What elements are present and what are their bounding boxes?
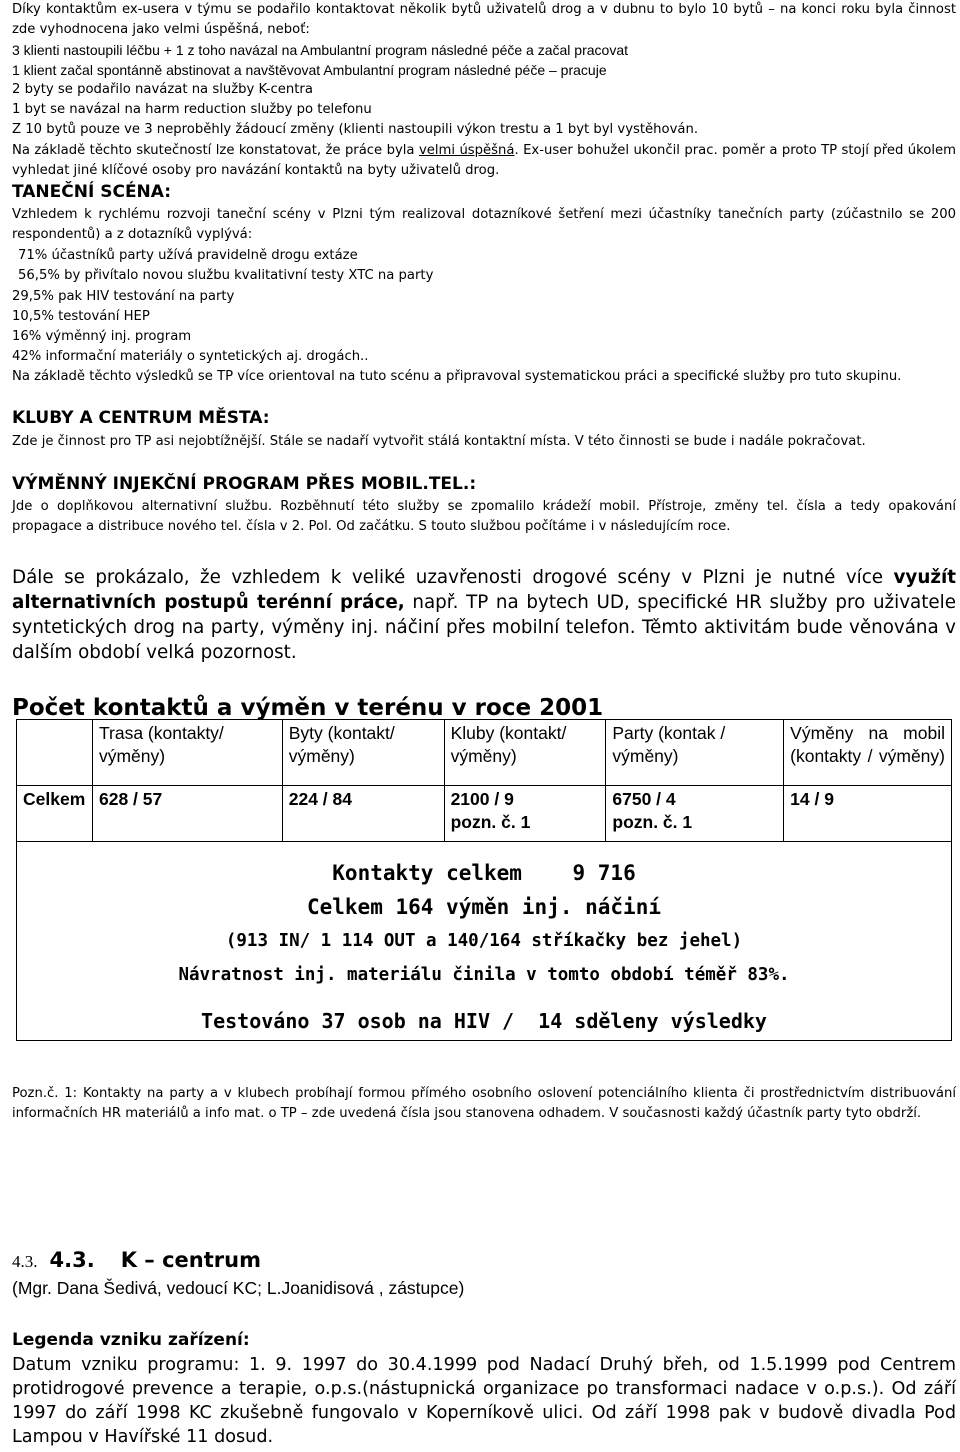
- contacts-table: [16, 719, 952, 1041]
- summary-hiv-tests: Testováno 37 osob na HIV / 14 sděleny výsledky: [201, 1009, 767, 1033]
- section-number: 4.3.: [49, 1248, 95, 1272]
- survey-result: 71% účastníků party užívá pravidelně drogu extáze: [18, 248, 358, 263]
- exchange-paragraph: Jde o doplňkovou alternativní službu. Rozběhnutí této služby se zpomalilo krádeží mobil. Přístroje, změny tel. čísla a tedy opakování propagace a distribuce nového tel. čísla v 2. Pol. Od začátku. S touto službou počítáme i v následujícím roce.: [12, 499, 956, 534]
- table-header-row: [17, 720, 952, 786]
- exchange-heading: VÝMĚNNÝ INJEKČNÍ PROGRAM PŘES MOBIL.TEL.:: [12, 474, 477, 494]
- emphasis-alternative: využít alternativních postupů terénní práce,: [12, 567, 956, 613]
- table-title: Počet kontaktů a výměn v terénu v roce 2001: [12, 695, 604, 721]
- intro-list-item: Z 10 bytů pouze ve 3 neproběhly žádoucí změny (klienti nastoupili výkon trestu a 1 byt byl vystěhován.: [12, 122, 699, 137]
- table-corner-cell: [17, 720, 93, 786]
- emphasis-success: velmi úspěšná: [418, 143, 515, 158]
- survey-result: 56,5% by přivítalo novou službu kvalitativní testy XTC na party: [18, 268, 434, 283]
- section-number-outline: 4.3.: [12, 1252, 38, 1271]
- table-cell: 14 / 9: [784, 786, 952, 842]
- column-header: Byty (kontakt/ výměny): [282, 720, 444, 786]
- table-cell: 6750 / 4 pozn. č. 1: [606, 786, 784, 842]
- survey-result: 29,5% pak HIV testování na party: [12, 289, 235, 304]
- dance-heading: TANEČNÍ SCÉNA:: [12, 182, 172, 202]
- legend-heading: Legenda vzniku zařízení:: [12, 1330, 250, 1350]
- summary-contacts: Kontakty celkem 9 716: [332, 861, 636, 885]
- column-header: Party (kontak / výměny): [606, 720, 784, 786]
- table-cell: 2100 / 9 pozn. č. 1: [444, 786, 606, 842]
- footnote: Pozn.č. 1: Kontakty na party a v klubech probíhají formou přímého osobního oslovení potenciálního klienta či prostřednictvím distribuování informačních HR materiálů a info mat. o TP – zde uvedená čísla jsou stanovena odhadem. V současnosti každý účastník party tyto obdrží.: [12, 1086, 956, 1121]
- cell-note: pozn. č. 1: [612, 812, 693, 832]
- intro-list-item: 2 byty se podařilo navázat na služby K-centra: [12, 82, 313, 97]
- column-header: Trasa (kontakty/ výměny): [92, 720, 282, 786]
- survey-result: 10,5% testování HEP: [12, 309, 150, 324]
- intro-list-item: 1 byt se navázal na harm reduction služby po telefonu: [12, 102, 372, 117]
- outlook-paragraph: Dále se prokázalo, že vzhledem k veliké uzavřenosti drogové scény v Plzni je nutné více využít alternativních postupů terénní práce, např. TP na bytech UD, specifické HR služby pro uživatele syntetických drog na party, výměny inj. náčiní přes mobilní telefon. Těmto aktivitám bude věnována v dalším období velká pozornost.: [12, 567, 956, 663]
- summary-return-rate: Návratnost inj. materiálu činila v tomto období téměř 83%.: [178, 965, 790, 985]
- section-heading: [12, 1246, 956, 1274]
- column-header: Kluby (kontakt/ výměny): [444, 720, 606, 786]
- intro-paragraph: Díky kontaktům ex-usera v týmu se podařilo kontaktovat několik bytů uživatelů drog a v dubnu to bylo 10 bytů – na konci roku byla činnost zde vyhodnocena jako velmi úspěšná, neboť:: [12, 2, 956, 37]
- summary-cell: [17, 842, 952, 1041]
- dance-conclusion: Na základě těchto výsledků se TP více orientoval na tuto scénu a připravoval systematickou práci a specifické služby pro tuto skupinu.: [12, 369, 902, 384]
- dance-paragraph: Vzhledem k rychlému rozvoji taneční scény v Plzni tým realizoval dotazníkové šetření mezi účastníky tanečních party (zúčastnilo se 200 respondentů) a z dotazníků vyplývá:: [12, 207, 956, 242]
- section-title: K – centrum: [120, 1248, 261, 1272]
- summary-in-out: (913 IN/ 1 114 OUT a 140/164 stříkačky bez jehel): [225, 931, 743, 951]
- intro-list-item: 1 klient začal spontánně abstinovat a navštěvovat Ambulantní program následné péče – pracuje: [12, 62, 607, 78]
- survey-result: 16% výměnný inj. program: [12, 329, 192, 344]
- section-staff: (Mgr. Dana Šedivá, vedoucí KC; L.Joanidisová , zástupce): [12, 1278, 465, 1298]
- clubs-paragraph: Zde je činnost pro TP asi nejobtížnější. Stále se nadaří vytvořit stálá kontaktní místa. V této činnosti se bude i nadále pokračovat.: [12, 434, 866, 449]
- summary-exchanges: Celkem 164 výměn inj. náčiní: [306, 895, 661, 919]
- column-header: Výměny na mobil (kontakty / výměny): [784, 720, 952, 786]
- legend-text: Datum vzniku programu: 1. 9. 1997 do 30.4.1999 pod Nadací Druhý břeh, od 1.5.1999 pod Centrem protidrogové prevence a terapie, o.p.s.(nástupnická organizace po transformaci nadace v o.p.s.). Od září 1997 do září 1998 KC zkušebně fungovalo v Koperníkově ulici. Od září 1998 pak v budově divadla Pod Lampou v Havířské 11 dosud.: [12, 1355, 956, 1447]
- row-label: Celkem: [17, 786, 93, 842]
- table-row: [17, 786, 952, 842]
- survey-result: 42% informační materiály o syntetických aj. drogách..: [12, 349, 369, 364]
- intro-list-item: 3 klienti nastoupili léčbu + 1 z toho navázal na Ambulantní program následné péče a začal pracovat: [12, 42, 628, 58]
- table-summary-row: [17, 842, 952, 1041]
- clubs-heading: KLUBY A CENTRUM MĚSTA:: [12, 408, 270, 428]
- table-cell: 628 / 57: [92, 786, 282, 842]
- table-cell: 224 / 84: [282, 786, 444, 842]
- cell-note: pozn. č. 1: [450, 812, 531, 832]
- intro-conclusion: Na základě těchto skutečností lze konstatovat, že práce byla velmi úspěšná. Ex-user bohužel ukončil prac. poměr a proto TP stojí před úkolem vyhledat jiné klíčové osoby pro navázání kontaktů na byty uživatelů drog.: [12, 143, 956, 178]
